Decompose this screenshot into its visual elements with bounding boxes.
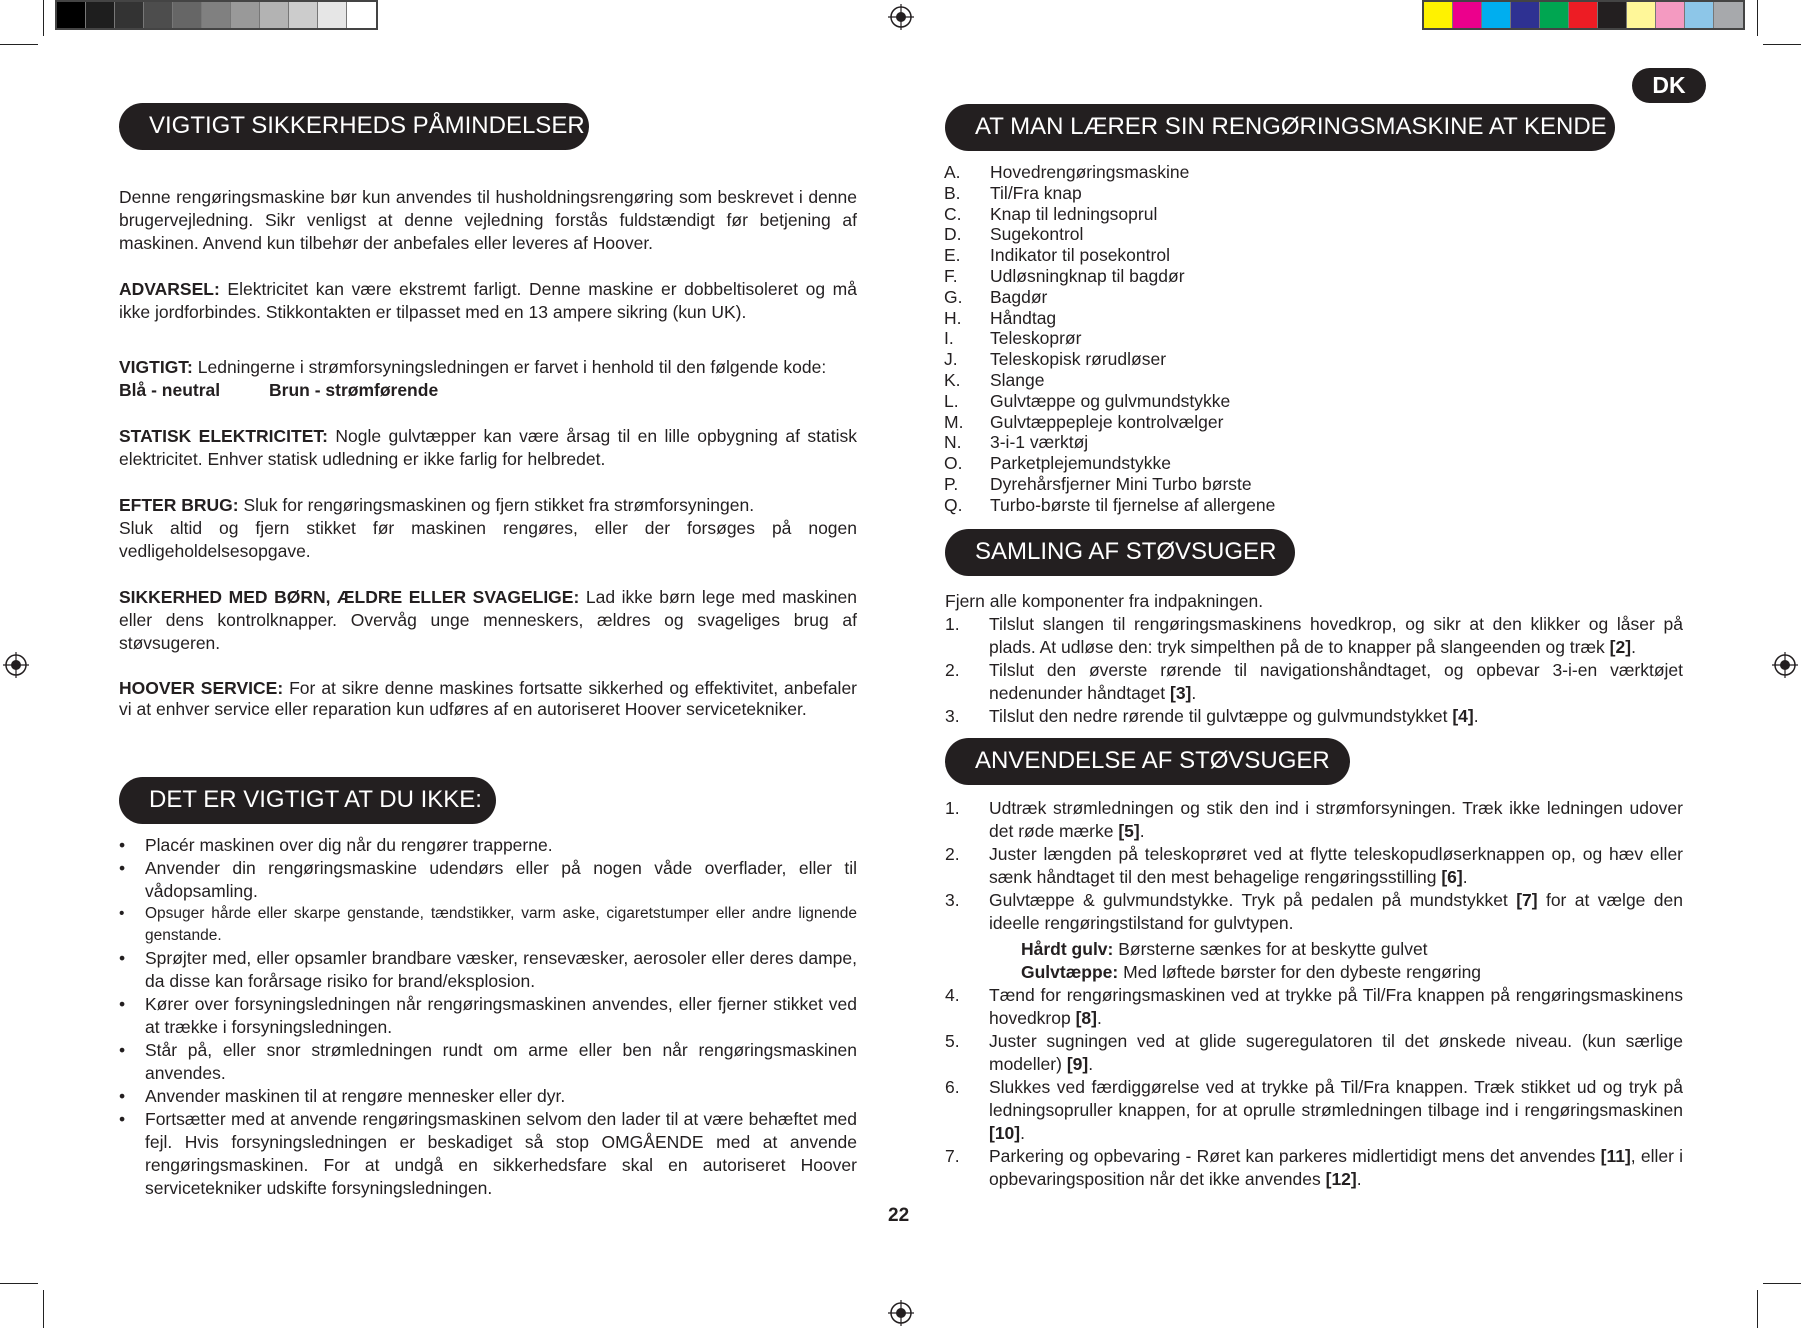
part-item <box>944 412 1275 433</box>
part-letter: C. <box>944 203 962 224</box>
part-label: 3-i-1 værktøj <box>990 432 1089 453</box>
part-letter: J. <box>944 349 958 370</box>
hard-floor-label: Hårdt gulv: <box>1021 939 1114 959</box>
step-number: 6. <box>945 1077 960 1097</box>
service-paragraph <box>119 678 857 720</box>
part-item <box>944 287 1275 308</box>
part-item <box>944 349 1275 370</box>
wire-code-row <box>119 379 857 402</box>
step-text: Udtræk strømledningen og stik den ind i strømforsyningen. Træk ikke ledningen udover det røde mærke [5]. <box>989 798 1683 841</box>
registration-mark-icon <box>888 4 914 30</box>
list-item: • Fortsætter med at anvende rengøringsmaskinen selvom den lader til at være behæftet med fejl. Hvis forsyningsledningen er beskadiget så stop OMGÅENDE med at anvende rengøringsmaskinen. For at undgå en sikkerhedsfare skal en autoriseret Hoover servicetekniker udskifte forsyningsledningen. <box>119 1109 857 1198</box>
color-swatch <box>318 2 347 28</box>
part-item <box>944 474 1275 495</box>
color-swatch <box>231 2 260 28</box>
section-header-assembly: SAMLING AF STØVSUGER <box>945 529 1295 576</box>
static-text: Nogle gulvtæpper kan være årsag til en lille opbygning af statisk elektricitet. Enhver statisk udledning er ikke farlig for helbredet. <box>119 426 857 469</box>
hard-floor-note <box>945 938 1683 961</box>
warning-text: Elektricitet kan være ekstremt farligt. Denne maskine er dobbeltisoleret og må ikke jordforbindes. Stikkontakten er tilpasset med en 13 ampere sikring (kun UK). <box>119 279 857 322</box>
color-swatch <box>347 2 376 28</box>
part-letter: L. <box>944 390 959 411</box>
part-item <box>944 266 1275 287</box>
color-swatch <box>115 2 144 28</box>
color-swatch <box>1482 2 1511 28</box>
carpet-text: Med løftede børster for den dybeste rengøring <box>1118 962 1482 982</box>
after-use-label: EFTER BRUG: <box>119 495 239 515</box>
color-swatch <box>1453 2 1482 28</box>
registration-mark-icon <box>888 1300 914 1326</box>
wire-blue: Blå - neutral <box>119 380 221 400</box>
crop-mark <box>43 0 44 36</box>
important-paragraph <box>119 356 857 379</box>
numbered-step <box>945 1030 1683 1076</box>
part-item <box>944 308 1275 329</box>
part-item <box>944 432 1275 453</box>
part-label: Gulvtæppe og gulvmundstykke <box>990 390 1231 411</box>
crop-mark <box>0 1283 38 1284</box>
step-text: Parkering og opbevaring - Røret kan parkeres midlertidigt mens det anvendes [11], eller i opbevaringsposition når det ikke anvendes [12]. <box>989 1146 1683 1189</box>
step-number: 2. <box>945 660 960 680</box>
step-text: Slukkes ved færdiggørelse ved at trykke på Til/Fra knappen. Træk stikket ud og tryk på ledningsopruller knappen, for at oprulle strømledningen tilbage ind i rengøringsmaskinen [10]. <box>989 1077 1683 1143</box>
intro-paragraph: Denne rengøringsmaskine bør kun anvendes til husholdningsrengøring som beskrevet i denne brugervejledning. Sikr venligst at denne vejledning forstås fuldstændigt før betjening af maskinen. Anvend kun tilbehør der anbefales eller leveres af Hoover. <box>119 187 857 253</box>
part-item <box>944 183 1275 204</box>
step-number: 2. <box>945 844 960 864</box>
color-swatch <box>86 2 115 28</box>
numbered-step <box>945 659 1683 705</box>
step-number: 7. <box>945 1146 960 1166</box>
usage-section <box>945 797 1683 1191</box>
part-letter: K. <box>944 369 961 390</box>
part-letter: B. <box>944 182 961 203</box>
color-swatch <box>57 2 86 28</box>
list-item: • Kører over forsyningsledningen når rengøringsmaskinen anvendes, eller fjerner stikket ved at trække i forsyningsledningen. <box>119 994 857 1037</box>
assembly-section <box>945 590 1683 728</box>
color-bar <box>1422 0 1745 30</box>
safety-text <box>119 186 857 720</box>
numbered-step <box>945 613 1683 659</box>
color-swatch <box>1714 2 1743 28</box>
numbered-step <box>945 1145 1683 1191</box>
part-item <box>944 495 1275 516</box>
after-use-text: Sluk for rengøringsmaskinen og fjern stikket fra strømforsyningen. <box>238 495 755 515</box>
crop-mark <box>1757 1290 1758 1328</box>
page-number: 22 <box>888 1205 910 1226</box>
numbered-step <box>945 1076 1683 1145</box>
children-text: Lad ikke børn lege med maskinen eller dens kontrolknapper. Overvåg unge menneskers, ældres og svageliges brug af støvsugeren. <box>119 587 857 653</box>
service-text: For at sikre denne maskines fortsatte sikkerhed og effektivitet, anbefaler vi at enhver service eller reparation kun udføres af en autoriseret Hoover servicetekniker. <box>119 678 858 719</box>
part-label: Bagdør <box>990 286 1048 307</box>
part-label: Indikator til posekontrol <box>990 245 1170 266</box>
step-number: 5. <box>945 1031 960 1051</box>
children-paragraph <box>119 586 857 655</box>
color-swatch <box>289 2 318 28</box>
step-text: Tilslut den nedre rørende til gulvtæppe og gulvmundstykket [4]. <box>989 706 1479 726</box>
section-header-donts: DET ER VIGTIGT AT DU IKKE: <box>119 777 496 824</box>
section-header-know: AT MAN LÆRER SIN RENGØRINGSMASKINE AT KENDE <box>945 104 1615 151</box>
numbered-step <box>945 705 1683 728</box>
crop-mark <box>1757 0 1758 36</box>
static-label: STATISK ELEKTRICITET: <box>119 426 328 446</box>
color-swatch <box>1685 2 1714 28</box>
language-badge: DK <box>1632 68 1706 103</box>
part-item <box>944 224 1275 245</box>
step-number: 4. <box>945 985 960 1005</box>
part-label: Teleskopisk rørudløser <box>990 349 1167 370</box>
important-text: Ledningerne i strømforsyningsledningen er farvet i henhold til den følgende kode: <box>192 357 827 377</box>
wire-brown: Brun - strømførende <box>269 380 439 400</box>
part-label: Sugekontrol <box>990 224 1084 245</box>
service-label: HOOVER SERVICE: <box>119 678 284 698</box>
part-letter: D. <box>944 224 962 245</box>
numbered-step <box>945 889 1683 935</box>
part-label: Udløsningknap til bagdør <box>990 265 1185 286</box>
part-label: Turbo-børste til fjernelse af allergene <box>990 494 1276 515</box>
section-header-safety: VIGTIGT SIKKERHEDS PÅMINDELSER <box>119 103 589 150</box>
section-header-usage: ANVENDELSE AF STØVSUGER <box>945 738 1350 785</box>
part-item <box>944 162 1275 183</box>
carpet-label: Gulvtæppe: <box>1021 962 1119 982</box>
part-letter: F. <box>944 265 958 286</box>
after-use-paragraph <box>119 494 857 517</box>
step-text: Tilslut slangen til rengøringsmaskinens hovedkrop, og sikr at den klikker og låser på plads. At udløse den: tryk simpelthen på de to knapper på slangeenden og træk [2]. <box>989 614 1683 657</box>
part-item <box>944 391 1275 412</box>
crop-mark <box>1763 44 1801 45</box>
crop-mark <box>1763 1283 1801 1284</box>
children-label: SIKKERHED MED BØRN, ÆLDRE ELLER SVAGELIGE: <box>119 587 580 607</box>
part-label: Knap til ledningsoprul <box>990 203 1158 224</box>
color-swatch <box>1598 2 1627 28</box>
part-letter: A. <box>944 162 961 182</box>
color-swatch <box>1424 2 1453 28</box>
carpet-note <box>945 961 1683 984</box>
part-item <box>944 328 1275 349</box>
step-text: Juster sugningen ved at glide sugeregulatoren til det ønskede niveau. (kun særlige modeller) [9]. <box>989 1031 1683 1074</box>
part-letter: M. <box>944 411 964 432</box>
important-label: VIGTIGT: <box>119 357 193 377</box>
parts-list <box>944 162 1275 516</box>
warning-label: ADVARSEL: <box>119 279 220 299</box>
part-label: Hovedrengøringsmaskine <box>990 162 1190 182</box>
color-swatch <box>1511 2 1540 28</box>
part-item <box>944 370 1275 391</box>
numbered-step <box>945 843 1683 889</box>
part-letter: P. <box>944 473 959 494</box>
step-text: Gulvtæppe & gulvmundstykke. Tryk på pedalen på mundstykket [7] for at vælge den ideelle rengøringstilstand for gulvtypen. <box>989 890 1683 933</box>
step-number: 1. <box>945 614 960 634</box>
hard-floor-text: Børsterne sænkes for at beskytte gulvet <box>1113 939 1428 959</box>
part-letter: E. <box>944 245 961 266</box>
grayscale-bar <box>55 0 378 30</box>
part-label: Gulvtæppepleje kontrolvælger <box>990 411 1224 432</box>
after-use-paragraph-2: Sluk altid og fjern stikket før maskinen rengøres, eller der forsøges på nogen vedligeholdelsesopgave. <box>119 518 857 561</box>
list-item: • Står på, eller snor strømledningen rundt om arme eller ben når rengøringsmaskinen anvendes. <box>119 1040 857 1083</box>
part-label: Dyrehårsfjerner Mini Turbo børste <box>990 473 1252 494</box>
list-item: • Anvender din rengøringsmaskine udendørs eller på nogen våde overflader, eller til vådopsamling. <box>119 858 857 901</box>
color-swatch <box>144 2 173 28</box>
list-item: • Sprøjter med, eller opsamler brandbare væsker, rensevæsker, aerosoler eller deres dampe, da disse kan forårsage risiko for brand/eksplosion. <box>119 948 857 991</box>
warning-paragraph <box>119 278 857 324</box>
part-item <box>944 245 1275 266</box>
numbered-step <box>945 797 1683 843</box>
part-label: Parketplejemundstykke <box>990 453 1171 474</box>
color-swatch <box>1569 2 1598 28</box>
assembly-intro: Fjern alle komponenter fra indpakningen. <box>945 591 1264 611</box>
part-label: Slange <box>990 369 1045 390</box>
list-item: • Opsuger hårde eller skarpe genstande, tændstikker, varm aske, cigaretstumper eller andre lignende genstande. <box>119 905 857 944</box>
step-number: 3. <box>945 706 960 726</box>
donts-list <box>119 834 857 1200</box>
crop-mark <box>43 1290 44 1328</box>
crop-mark <box>0 44 38 45</box>
color-swatch <box>202 2 231 28</box>
step-text: Tænd for rengøringsmaskinen ved at trykke på Til/Fra knappen på rengøringsmaskinens hovedkrop [8]. <box>989 985 1683 1028</box>
color-swatch <box>1627 2 1656 28</box>
part-letter: G. <box>944 286 963 307</box>
color-swatch <box>1540 2 1569 28</box>
color-swatch <box>1656 2 1685 28</box>
static-paragraph <box>119 425 857 471</box>
numbered-step <box>945 984 1683 1030</box>
part-label: Teleskoprør <box>990 328 1082 349</box>
step-number: 1. <box>945 798 960 818</box>
step-number: 3. <box>945 890 960 910</box>
registration-mark-icon <box>3 652 29 678</box>
color-swatch <box>260 2 289 28</box>
part-label: Håndtag <box>990 307 1057 328</box>
part-letter: I. <box>944 328 954 349</box>
part-item <box>944 453 1275 474</box>
step-text: Tilslut den øverste rørende til navigationshåndtaget, og opbevar 3-i-en værktøjet nedenunder håndtaget [3]. <box>989 660 1683 703</box>
step-text: Juster længden på teleskoprøret ved at flytte teleskopudløserknappen op, og hæv eller sænk håndtaget til den mest behagelige rengøringsstilling [6]. <box>989 844 1683 887</box>
part-label: Til/Fra knap <box>990 182 1082 203</box>
part-letter: O. <box>944 453 963 474</box>
part-letter: N. <box>944 432 962 453</box>
list-item: • Anvender maskinen til at rengøre mennesker eller dyr. <box>119 1086 566 1106</box>
registration-mark-icon <box>1772 652 1798 678</box>
color-swatch <box>173 2 202 28</box>
list-item: • Placér maskinen over dig når du rengører trapperne. <box>119 835 553 855</box>
part-letter: Q. <box>944 494 963 515</box>
part-letter: H. <box>944 307 962 328</box>
part-item <box>944 204 1275 225</box>
